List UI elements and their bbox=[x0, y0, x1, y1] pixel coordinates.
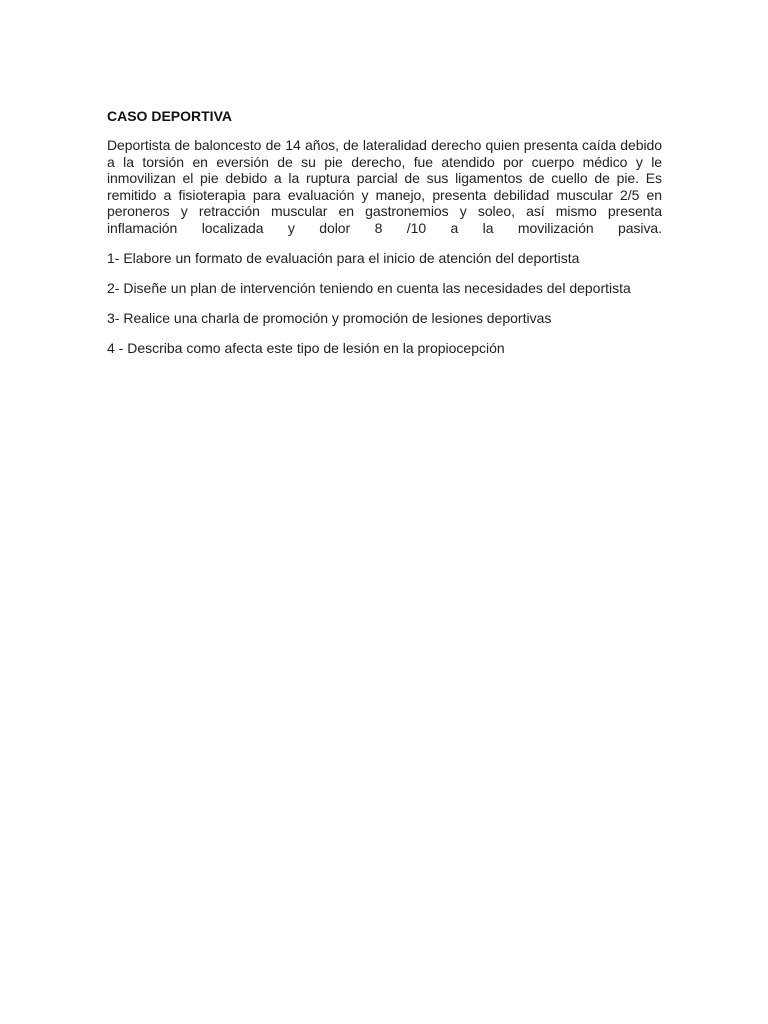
question-4: 4 - Describa como afecta este tipo de lesión en la propiocepción bbox=[107, 340, 505, 356]
question-3: 3- Realice una charla de promoción y promoción de lesiones deportivas bbox=[107, 310, 552, 326]
case-title: CASO DEPORTIVA bbox=[107, 108, 232, 124]
document-content bbox=[107, 108, 662, 370]
question-1: 1- Elabore un formato de evaluación para el inicio de atención del deportista bbox=[107, 250, 580, 266]
question-2: 2- Diseñe un plan de intervención teniendo en cuenta las necesidades del deportista bbox=[107, 280, 631, 296]
case-description: Deportista de baloncesto de 14 años, de lateralidad derecho quien presenta caída debido a la torsión en eversión de su pie derecho, fue atendido por cuerpo médico y le inmovilizan el pie debido a la ruptura parcial de sus ligamentos de cuello de pie. Es remitido a fisioterapia para evaluación y manejo, presenta debilidad muscular 2/5 en peroneros y retracción muscular en gastronemios y soleo, así mismo presenta inflamación localizada y dolor 8 /10 a la movilización pasiva. bbox=[107, 137, 662, 236]
